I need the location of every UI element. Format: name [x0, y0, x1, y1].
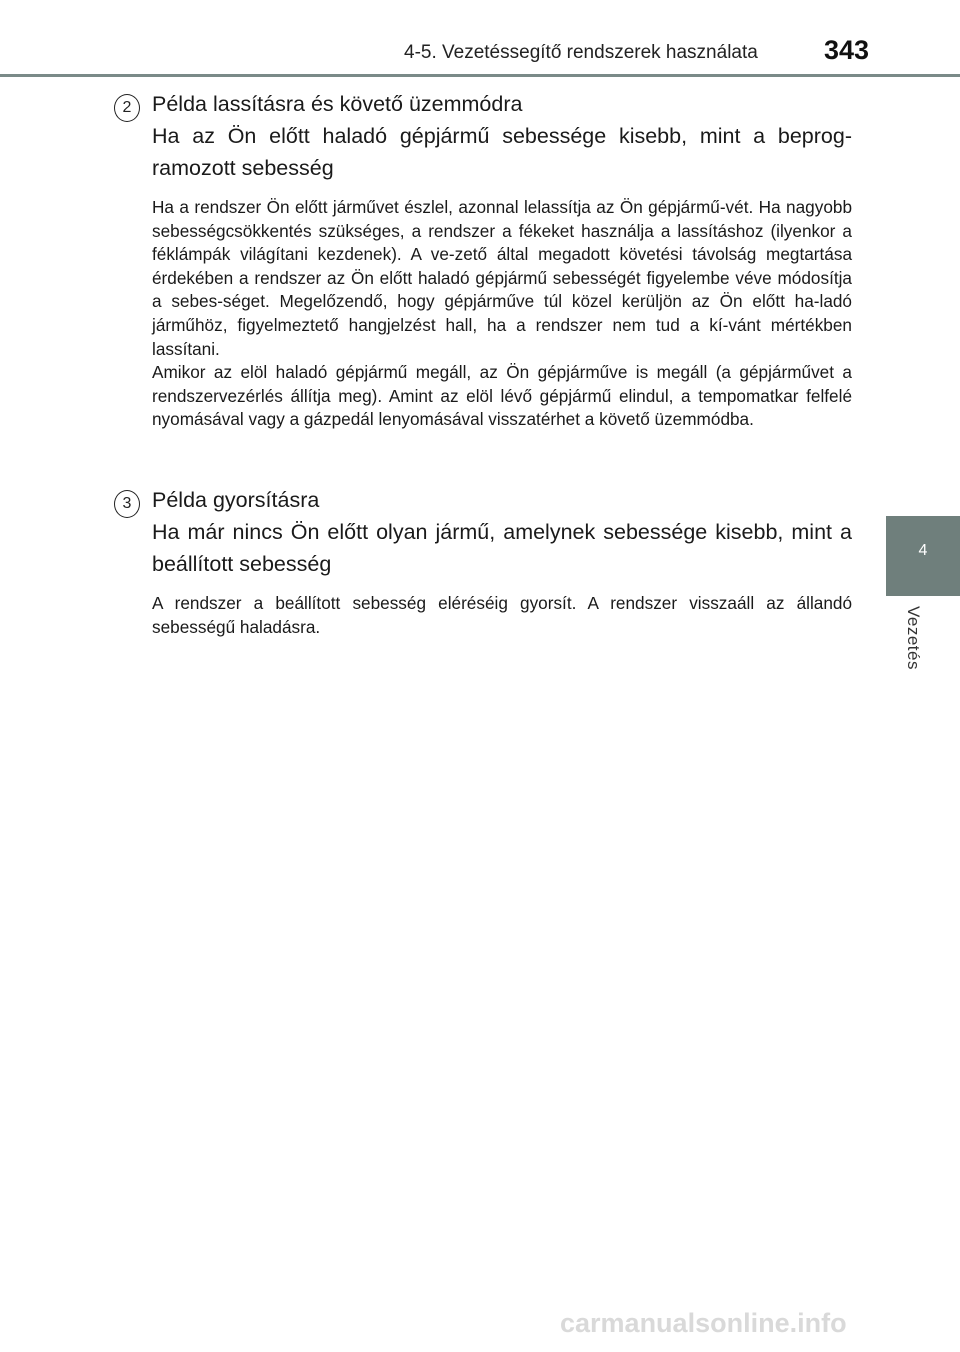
section-body [152, 196, 852, 432]
section-example-3 [114, 484, 852, 639]
section-example-2 [114, 88, 852, 432]
body-paragraph: Ha a rendszer Ön előtt járművet észlel, azonnal lelassítja az Ön gépjármű-vét. Ha nagyobb sebességcsökkentés szükséges, a rendszer a fékeket használja a lassításhoz (ilyenkor a féklámpák világítani kezdenek). A ve-zető által megadott követési távolság megtartása érdekében a rendszer az Ön előtt haladó gépjármű sebességét figyelembe véve módosítja a sebes-séget. Megelőzendő, hogy gépjárműve túl közel kerüljön az Ön előtt ha-ladó járműhöz, figyelmeztető hangjelzést hall, ha a rendszer nem tud a kí-vánt mértékben lassítani. [152, 197, 852, 359]
circled-number-3: 3 [114, 490, 140, 518]
body-paragraph: A rendszer a beállított sebesség eléréséig gyorsít. A rendszer visszaáll az állandó sebességű haladásra. [152, 593, 852, 637]
section-heading [152, 484, 852, 580]
heading-subtitle: Ha már nincs Ön előtt olyan jármű, amelynek sebessége kisebb, mint a beállított sebesség [152, 520, 852, 576]
section-heading [152, 88, 852, 184]
page-header [0, 0, 960, 80]
body-paragraph: Amikor az elöl haladó gépjármű megáll, az Ön gépjárműve is megáll (a gépjárművet a rendszervezérlés állítja meg). Amint az elöl lévő gépjármű elindul, a tempomatkar felfelé nyomásával vagy a gázpedál lenyomásával visszatérhet a követő üzemmódba. [152, 362, 852, 430]
chapter-label: Vezetés [904, 606, 923, 670]
page-number: 343 [824, 35, 870, 65]
heading-title: Példa gyorsításra [152, 488, 320, 512]
section-body [152, 592, 852, 639]
circled-number-2: 2 [114, 94, 140, 122]
watermark: carmanualsonline.info [560, 1308, 847, 1338]
header-divider [0, 74, 960, 77]
section-title: 4-5. Vezetéssegítő rendszerek használata [404, 42, 758, 63]
heading-title: Példa lassításra és követő üzemmódra [152, 92, 523, 116]
heading-subtitle: Ha az Ön előtt haladó gépjármű sebessége kisebb, mint a beprog-ramozott sebesség [152, 124, 852, 180]
chapter-number: 4 [918, 542, 928, 559]
chapter-tab [886, 516, 960, 596]
